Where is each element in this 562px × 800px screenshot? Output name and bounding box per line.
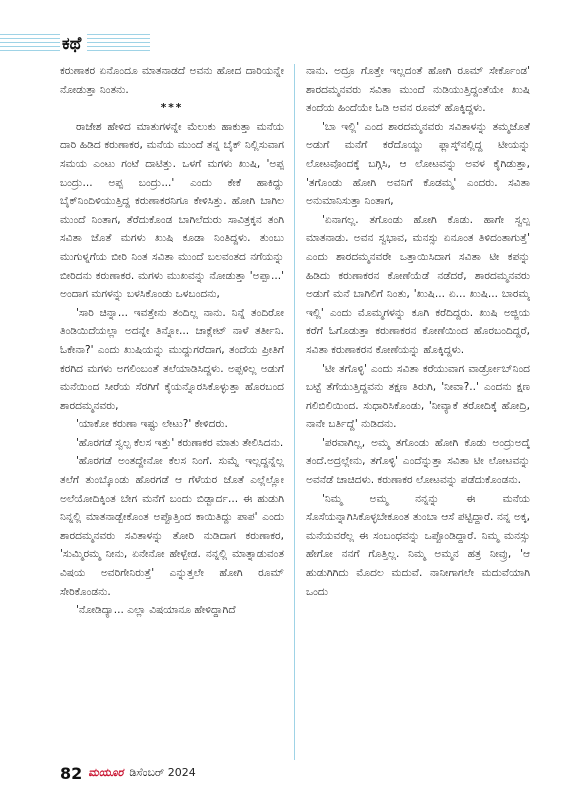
magazine-logo: ಮಯೂರ <box>88 766 124 779</box>
article-body <box>60 62 530 762</box>
paragraph: 'ಹೊರಗಡೆ ಅಂತದ್ದೇನೋ ಕೆಲಸ ನಿಂಗೆ. ಸುಮ್ನೆ ಇಲ್ಲದ್ದನ್ನೆಲ್ಲ ತಲೆಗೆ ತುಂಬ್ಕೊಂಡು ಹೊರಗಡೆ ಆ ಗೆಳೆಯರ ಜೊತೆ ಎಲ್ಲೆಲ್ಲೋ ಅಲೆಯೋದಿಕ್ಕಿಂತ ಬೇಗ ಮನೆಗೆ ಬಂದು ಬಿಡ್ಬಾರ್ದ... ಈ ಹುಡುಗಿ ನಿನ್ನಲ್ಲಿ ಮಾತನಾಡ್ಬೇಕೊಂತ ಅಪ್ಪೊತ್ತಿಂದ ಕಾಯಿತಿದ್ದು ಪಾಪ' ಎಂದು ಶಾರದಮ್ಮನವರು ಸವಿತಾಳನ್ನು ತೋರಿ ನುಡಿದಾಗ ಕರುಣಾಕರ, 'ಸುಮ್ಮಿರಮ್ಮ ನೀನು, ಏನೇನೋ ಹೇಳ್ಬೇಡ. ನನ್ನಲ್ಲಿ ಮಾತ್ನಾಡುವಂತ ವಿಷಯ ಅವರಿಗೇನಿರುತ್ತೆ' ಎನ್ನುತ್ತಲೇ ಹೋಗಿ ರೂಮ್ ಸೇರಿಕೊಂಡನು. <box>60 455 284 598</box>
paragraph: 'ಹೊರಗಡೆ ಸ್ವಲ್ಪ ಕೆಲಸ ಇತ್ತು' ಕರುಣಾಕರ ಮಾತು ತೇಲಿಸಿದನು. <box>76 436 284 449</box>
issue-date: ಡಿಸೆಂಬರ್ 2024 <box>129 766 196 779</box>
paragraph: 'ಪರವಾಗಿಲ್ಲ, ಅಮ್ಮ ತಗೊಂಡು ಹೋಗಿ ಕೊಡು ಅಂದ್ರುಅದ್ಕೆ ತಂದೆ.ಅದ್ರಲ್ಲೇನು, ತಗೊಳ್ಳಿ' ಎಂದೆನ್ನುತ್ತಾ ಸವಿತಾ ಟೀ ಲೋಟವನ್ನು ಅವನೆಡೆ ಚಾಚಿದಳು. ಕರುಣಾಕರ ಲೋಟವನ್ನು ಪಡೆದುಕೊಂಡನು. <box>306 436 530 487</box>
paragraph: 'ಏನಾಗಲ್ಲ. ತಗೊಂಡು ಹೋಗಿ ಕೊಡು. ಹಾಗೇ ಸ್ವಲ್ಪ ಮಾತನಾಡು. ಅವನ ಸ್ವಭಾವ, ಮನಸ್ಸು ಏನೂಂತ ತಿಳಿದಂತಾಗುತ್ತೆ' ಎಂದು ಶಾರದಮ್ಮನವರೇ ಒತ್ತಾಯಿಸಿದಾಗ ಸವಿತಾ ಟೀ ಕಪನ್ನು ಹಿಡಿದು ಕರುಣಾಕರನ ಕೋಣೆಯೆಡೆ ನಡೆದರೆ, ಶಾರದಮ್ಮನವರು ಅಡುಗೆ ಮನೆ ಬಾಗಿಲಿಗೆ ನಿಂತು, 'ಖುಷಿ... ಏ... ಖುಷಿ... ಬಾರಮ್ಮ ಇಲ್ಲಿ' ಎಂದು ಮೊಮ್ಮಗಳನ್ನು ಕೂಗಿ ಕರೆದಿದ್ದರು. ಖುಷಿ ಅಜ್ಜಿಯ ಕರೆಗೆ ಓಗೊಡುತ್ತಾ ಕರುಣಾಕರನ ಕೋಣೆಯಿಂದ ಹೊರಬಂದಿದ್ದರೆ, ಸವಿತಾ ಕರುಣಾಕರನ ಕೋಣೆಯನ್ನು ಹೊಕ್ಕಿದ್ದಳು. <box>306 213 530 356</box>
right-column <box>306 62 530 762</box>
paragraph: ನಾನು. ಅದ್ರೂ ಗೊತ್ತೇ ಇಲ್ಲದಂತೆ ಹೋಗಿ ರೂಮ್ ಸೇರ್ಕೊಂಡ' ಶಾರದಮ್ಮನವರು ಸವಿತಾ ಮುಂದೆ ನುಡಿಯುತ್ತಿದ್ದಂತೆಯೇ ಖುಷಿ ತಂದೆಯ ಹಿಂದೆಯೇ ಓಡಿ ಅವನ ರೂಮ್ ಹೊಕ್ಕಿದ್ದಳು. <box>306 65 530 115</box>
section-separator: *** <box>160 102 184 115</box>
page-number: 82 <box>60 763 83 783</box>
column-divider <box>294 64 295 760</box>
paragraph: 'ಬಾ ಇಲ್ಲಿ' ಎಂದ ಶಾರದಮ್ಮನವರು ಸವಿತಾಳನ್ನು ತಮ್ಮಜೊತೆ ಅಡುಗೆ ಮನೆಗೆ ಕರೆದೊಯ್ದು ಫ್ಲಾಸ್ಕ್‌ನಲ್ಲಿದ್ದ ಟೀಯನ್ನು ಲೋಟವೊಂದಕ್ಕೆ ಬಗ್ಗಿಸಿ, ಆ ಲೋಟವನ್ನು ಅವಳ ಕೈಗಿಡುತ್ತಾ, 'ತಗೊಂಡು ಹೋಗಿ ಅವನಿಗೆ ಕೊಡಮ್ಮ' ಎಂದರು. ಸವಿತಾ ಅನುಮಾನಿಸುತ್ತಾ ನಿಂತಾಗ, <box>306 120 530 208</box>
page-footer <box>60 762 196 784</box>
paragraph: ರಾಜೇಶ ಹೇಳಿದ ಮಾತುಗಳನ್ನೇ ಮೆಲುಕು ಹಾಕುತ್ತಾ ಮನೆಯ ದಾರಿ ಹಿಡಿದ ಕರುಣಾಕರ, ಮನೆಯ ಮುಂದೆ ತನ್ನ ಬೈಕ್ ನಿಲ್ಲಿಸುವಾಗ ಸಮಯ ಎಂಟು ಗಂಟೆ ದಾಟಿತ್ತು. ಒಳಗೆ ಮಗಳು ಖುಷಿ, 'ಅಪ್ಪ ಬಂದ್ರು... ಅಪ್ಪ ಬಂದ್ರು...' ಎಂದು ಕೇಕೆ ಹಾಕಿದ್ದು ಬೈಕ್‌ನಿಂದಿಳಿಯುತ್ತಿದ್ದ ಕರುಣಾಕರನಿಗೂ ಕೇಳಿಸಿತ್ತು. ಹೋಗಿ ಬಾಗಿಲ ಮುಂದೆ ನಿಂತಾಗ, ತೆರೆದುಕೊಂಡ ಬಾಗಿಲೆದುರು ಸಾವಿತ್ರಕ್ಕನ ತಂಗಿ ಸವಿತಾ ಜೊತೆ ಮಗಳು ಖುಷಿ ಕೂಡಾ ನಿಂತಿದ್ದಳು. ತುಂಬು ಮುಗುಳ್ನಗೆಯ ಬೀರಿ ನಿಂತ ಸವಿತಾ ಮುಂದೆ ಬಲವಂತದ ನಗೆಯನ್ನು ಬೀರಿದನು ಕರುಣಾಕರ. ಮಗಳು ಮುಖವನ್ನು ನೋಡುತ್ತಾ 'ಅಪ್ಪಾ...' ಅಂದಾಗ ಮಗಳನ್ನು ಬಳಸಿಕೊಂಡು ಒಳಬಂದನು, <box>60 120 284 301</box>
left-column <box>60 62 284 762</box>
paragraph: ಕರುಣಾಕರ ಏನೊಂದೂ ಮಾತನಾಡದೆ ಅವನು ಹೋದ ದಾರಿಯನ್ನೇ ನೋಡುತ್ತಾ ನಿಂತನು. <box>60 65 284 96</box>
paragraph: 'ಸಾರಿ ಚಿನ್ನಾ... ಇವತ್ತೇನು ತಂದಿಲ್ಲ ನಾನು. ನಿನ್ನೆ ತಂದಿರೋ ತಿಂಡಿಯಿದೆಯಲ್ಲಾ ಅದನ್ನೇ ತಿನ್ನೋ... ಚಾಕ್ಲೇಟ್ ನಾಳೆ ತರ್ತೀನಿ. ಓಕೇನಾ?' ಎಂದು ಖುಷಿಯನ್ನು ಮುದ್ದುಗರೆದಾಗ, ತಂದೆಯ ಪ್ರೀತಿಗೆ ಕರಗಿದ ಮಗಳು ಅಗಲಿಂಬಂತೆ ತಲೆಯಾಡಿಸಿದ್ದಳು. ಅಪ್ಪಳಿಲ್ಲ ಅಡುಗೆ ಮನೆಯಿಂದ ಸೀರೆಯ ಸೆರಗಿಗೆ ಕೈಯನ್ನೊರಸಿಕೊಳ್ಳುತ್ತಾ ಹೊರಬಂದ ಶಾರದಮ್ಮನವರು, <box>60 306 284 412</box>
paragraph: 'ನೋಡಿದ್ಯಾ... ಎಲ್ಲಾ ವಿಷಯಾನೂ ಹೇಳಿದ್ದಾಗಿದೆ <box>76 604 236 617</box>
paragraph: 'ಯಾಕೋ ಕರುಣಾ ಇಷ್ಟು ಲೇಟು?' ಕೇಳಿದರು. <box>76 418 228 431</box>
paragraph: 'ಟೀ ತಗೊಳ್ಳಿ' ಎಂದು ಸವಿತಾ ಕರೆಯುವಾಗ ವಾರ್ಡ್ರೋಬ್‌ನಿಂದ ಬಟ್ಟೆ ತೆಗೆಯುತ್ತಿದ್ದವನು ತಕ್ಷಣ ತಿರುಗಿ, 'ನೀವಾ?..' ಎಂದನು ಕ್ಷಣ ಗಲಿಬಿಲಿಯಿಂದ. ಸುಧಾರಿಸಿಕೊಂಡು, 'ನೀವ್ಯಾಕೆ ತರೋದಿಕ್ಕೆ ಹೋದ್ರಿ, ನಾನೇ ಬರ್ತಿದ್ದೆ' ನುಡಿದನು. <box>306 362 530 431</box>
paragraph: 'ನಿಮ್ಮ ಅಮ್ಮ ನನ್ನನ್ನು ಈ ಮನೆಯ ಸೊಸೆಯನ್ನಾಗಿಸಿಕೊಳ್ಳಬೇಕೂಂತ ತುಂಬಾ ಆಸೆ ಪಟ್ಟಿದ್ದಾರೆ. ನನ್ನ ಅಕ್ಕ, ಮನೆಯವರೆಲ್ಲ ಈ ಸಂಬಂಧವನ್ನು ಒಪ್ಪೊಂಡಿದ್ದಾರೆ. ನಿಮ್ಮ ಮನಸ್ಸು ಹೇಗೋ ನನಗೆ ಗೊತ್ತಿಲ್ಲ. ನಿಮ್ಮ ಅಮ್ಮನ ಹತ್ರ ನೀವ್ರು, 'ಆ ಹುಡುಗಿಗಿದು ಮೊದಲ ಮದುವೆ. ನಾನೀಗಾಗಲೇ ಮದುವೆಯಾಗಿ ಒಂದು <box>306 492 530 598</box>
section-title: ಕಥೆ <box>60 34 87 54</box>
